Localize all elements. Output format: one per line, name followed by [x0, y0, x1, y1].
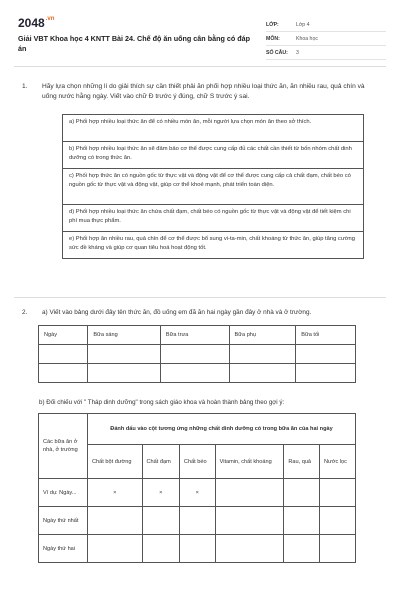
table-cell[interactable]	[229, 345, 296, 364]
table-row	[39, 535, 356, 563]
table-cell[interactable]	[320, 507, 356, 535]
table-row	[39, 364, 356, 383]
table-cell[interactable]	[88, 364, 160, 383]
table-header-row	[39, 414, 356, 445]
table-header-cell: Bữa trưa	[160, 326, 229, 345]
question-number: 2.	[22, 309, 28, 316]
column-header-cell: Vitamin, chất khoáng	[215, 445, 284, 479]
table-header-cell: Ngày	[39, 326, 88, 345]
option-e: e) Phối hợp ăn nhiều rau, quả chín để cơ thể được bổ sung vi-ta-min, chất khoáng từ thức ăn, giúp tăng cường sức đề kháng và giúp cơ quan tiêu hoá hoạt động tốt.	[69, 236, 355, 251]
document-title: Giải VBT Khoa học 4 KNTT Bài 24. Chế độ ăn uống cân bằng có đáp án	[18, 34, 251, 53]
table-cell[interactable]	[88, 507, 143, 535]
question-text: a) Viết vào bảng dưới đây tên thức ăn, đồ uống em đã ăn hai ngày gần đây ở nhà và ở trường.	[42, 309, 312, 316]
meta-row-subject: MÔN: Khoa học	[266, 32, 386, 46]
table-cell[interactable]	[39, 364, 88, 383]
question-text: Hãy lựa chọn những lí do giải thích sự cần thiết phải ăn phối hợp nhiều loại thức ăn, ăn nhiều rau, quả chín và uống nước hằng ngày. Viết vào chữ Đ trước ý đúng, chữ S trước ý sai.	[42, 83, 365, 100]
question-number: 1.	[22, 83, 28, 90]
table-cell[interactable]	[179, 535, 215, 563]
table-cell[interactable]	[284, 507, 320, 535]
table-cell[interactable]	[142, 507, 179, 535]
column-header-cell: Chất đạm	[142, 445, 179, 479]
option-a: a) Phối hợp nhiều loại thức ăn để có nhiều món ăn, mỗi người lựa chọn món ăn theo sở thích.	[63, 115, 363, 142]
row-label: Ví dụ: Ngày...	[39, 479, 88, 507]
table-header-cell: Bữa phụ	[229, 326, 296, 345]
table-cell[interactable]	[215, 479, 284, 507]
table-cell[interactable]	[296, 345, 356, 364]
question-2b-text: b) Đối chiếu với " Tháp dinh dưỡng" trong sách giáo khoa và hoàn thành bảng theo gợi ý:	[39, 399, 285, 406]
site-logo[interactable]: $2048^{.vn}$	[18, 16, 55, 30]
row-label: Ngày thứ hai	[39, 535, 88, 563]
table-cell[interactable]: ×	[142, 479, 179, 507]
meta-row-count: SỐ CÂU: 3	[266, 46, 386, 60]
row-label: Ngày thứ nhất	[39, 507, 88, 535]
table-cell[interactable]	[160, 364, 229, 383]
meta-row-class: LỚP: Lớp 4	[266, 18, 386, 32]
table-header-cell: Bữa tối	[296, 326, 356, 345]
table-cell[interactable]	[39, 345, 88, 364]
table-header-cell: Bữa sáng	[88, 326, 160, 345]
options-table	[62, 114, 364, 259]
table-cell[interactable]	[320, 535, 356, 563]
table-cell[interactable]	[179, 507, 215, 535]
option-b: b) Phối hợp nhiều loại thức ăn sẽ đảm bảo cơ thể được cung cấp đủ các chất cần thiết từ bốn nhóm chất dinh dưỡng có trong thức ăn.	[63, 142, 363, 169]
table-cell[interactable]	[296, 364, 356, 383]
header	[14, 14, 386, 60]
table-cell[interactable]	[160, 345, 229, 364]
table-cell[interactable]: ×	[179, 479, 215, 507]
table-cell[interactable]	[88, 535, 143, 563]
nutrition-table	[38, 413, 356, 563]
meta-info	[266, 18, 386, 60]
table-cell[interactable]	[88, 345, 160, 364]
table-cell[interactable]	[284, 535, 320, 563]
table-row	[39, 507, 356, 535]
column-header-cell: Nước lọc	[320, 445, 356, 479]
table-row	[39, 479, 356, 507]
column-header-cell: Chất bột đường	[88, 445, 143, 479]
meals-table	[38, 325, 356, 383]
table-cell[interactable]	[142, 535, 179, 563]
table-cell[interactable]	[320, 479, 356, 507]
row-header-cell: Các bữa ăn ở nhà, ở trường	[39, 414, 88, 479]
column-header-cell: Rau, quả	[284, 445, 320, 479]
divider	[14, 297, 386, 298]
option-d: d) Phối hợp nhiều loại thức ăn chứa chất đạm, chất béo có nguồn gốc từ thực vật và động vật để tiết kiệm chi phí mua thực phẩm.	[63, 205, 363, 232]
column-header-cell: Chất béo	[179, 445, 215, 479]
table-cell[interactable]	[229, 364, 296, 383]
table-cell[interactable]	[215, 507, 284, 535]
divider	[14, 66, 386, 67]
main-header-cell: Đánh dấu vào cột tương ứng những chất dinh dưỡng có trong bữa ăn của hai ngày	[88, 414, 356, 445]
table-cell[interactable]: ×	[88, 479, 143, 507]
table-header-row	[39, 326, 356, 345]
table-cell[interactable]	[215, 535, 284, 563]
table-row	[39, 345, 356, 364]
option-c: c) Phối hợp thức ăn có nguồn gốc từ thực vật và động vật để cơ thể được cung cấp cả chất đạm, chất béo có nguồn gốc từ thực vật và động vật, giúp cơ thể khoẻ mạnh, phát triển toàn diện.	[63, 169, 363, 205]
table-cell[interactable]	[284, 479, 320, 507]
